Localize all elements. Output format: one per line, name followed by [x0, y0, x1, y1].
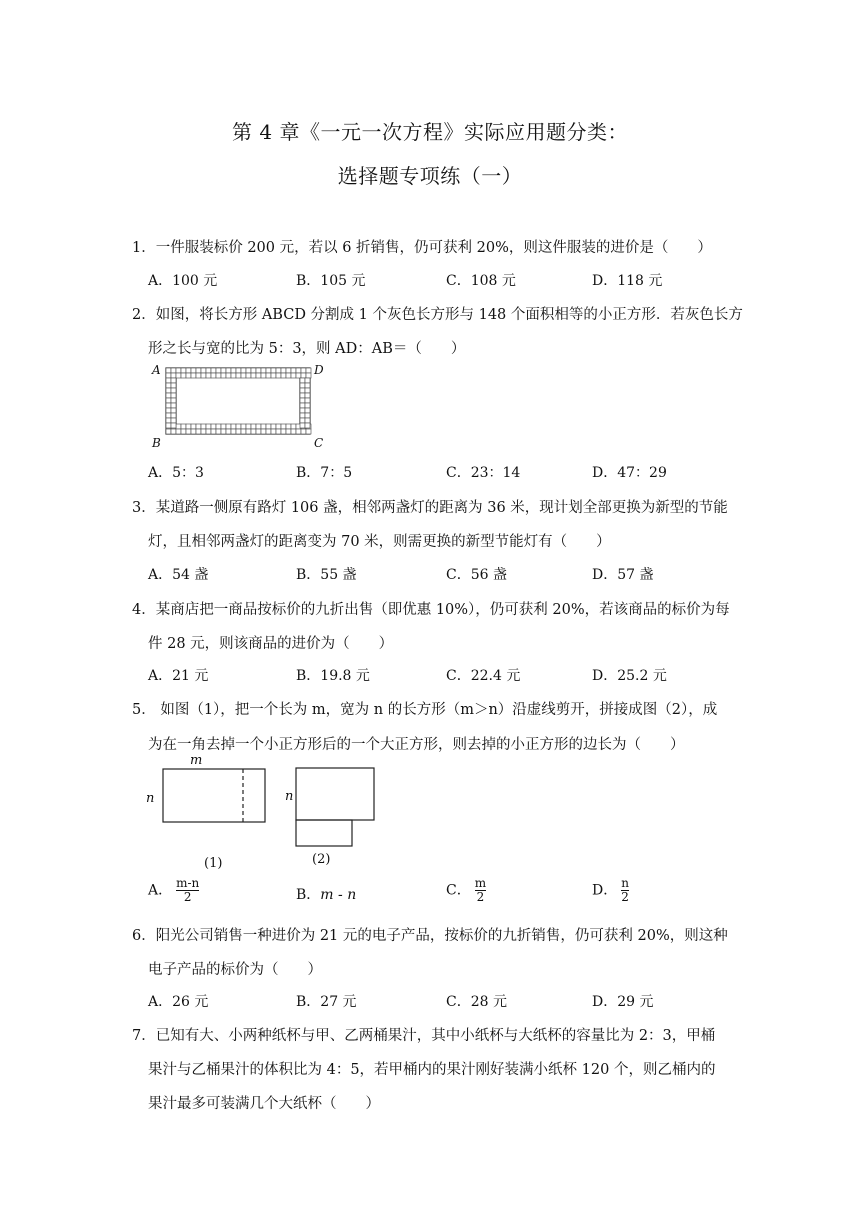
small-square-tile	[300, 398, 305, 403]
small-square-tile	[166, 423, 171, 428]
question-5-stem-line-2: 为在一角去掉一个小正方形后的一个大正方形，则去掉的小正方形的边长为（ ）	[148, 737, 685, 753]
question-2-stem-line-2: 形之长与宽的比为 5：3，则 AD：AB＝（ ）	[148, 341, 466, 357]
small-square-tile	[206, 368, 211, 373]
document-title: 第 4 章《一元一次方程》实际应用题分类：	[232, 120, 628, 144]
question-3-option-d: D．57 盏	[592, 567, 654, 583]
small-square-tile	[181, 368, 186, 373]
small-square-tile	[236, 373, 241, 378]
small-square-tile	[186, 373, 191, 378]
small-square-tile	[196, 368, 201, 373]
denominator: 2	[476, 890, 485, 904]
small-square-tile	[191, 429, 196, 434]
small-square-tile	[305, 388, 310, 393]
small-square-tile	[286, 429, 291, 434]
small-square-tile	[261, 424, 266, 429]
small-square-tile	[201, 424, 206, 429]
small-square-tile	[246, 424, 251, 429]
small-square-tile	[226, 429, 231, 434]
small-square-tile	[166, 398, 171, 403]
question-5-stem-line-1: 5． 如图（1），把一个长为 m，宽为 n 的长方形（m＞n）沿虚线剪开，拼接成图（2），成	[132, 702, 718, 718]
small-square-tile	[196, 373, 201, 378]
question-6-option-c: C．28 元	[446, 994, 507, 1010]
small-square-tile	[171, 388, 176, 393]
small-square-tile	[300, 413, 305, 418]
small-square-tile	[286, 368, 291, 373]
small-square-tile	[305, 393, 310, 398]
small-square-tile	[266, 429, 271, 434]
small-square-tile	[166, 429, 171, 434]
small-square-tile	[231, 424, 236, 429]
question-5-option-b	[296, 884, 356, 904]
small-square-tile	[171, 373, 176, 378]
small-square-tile	[256, 373, 261, 378]
small-square-tile	[241, 424, 246, 429]
small-square-tile	[216, 429, 221, 434]
figure-2-caption: (2)	[312, 852, 331, 867]
small-square-tile	[271, 368, 276, 373]
small-square-tile	[166, 408, 171, 413]
document-subtitle: 选择题专项练（一）	[337, 164, 523, 188]
question-4-option-b: B．19.8 元	[296, 668, 370, 684]
question-4-option-d: D．25.2 元	[592, 668, 667, 684]
small-square-tile	[281, 368, 286, 373]
small-square-tile	[191, 373, 196, 378]
fraction	[621, 877, 629, 904]
small-square-tile	[191, 368, 196, 373]
small-square-tile	[171, 429, 176, 434]
small-square-tile	[221, 424, 226, 429]
question-1-option-c: C．108 元	[446, 273, 516, 289]
small-square-tile	[166, 413, 171, 418]
small-square-tile	[181, 424, 186, 429]
question-6-option-d: D．29 元	[592, 994, 654, 1010]
question-7-stem-line-1: 7．已知有大、小两种纸杯与甲、乙两桶果汁，其中小纸杯与大纸杯的容量比为 2：3，甲桶	[132, 1028, 716, 1044]
question-4-stem-line-1: 4．某商店把一商品按标价的九折出售（即优惠 10%），仍可获利 20%，若该商品的标价为每	[132, 602, 730, 618]
small-square-tile	[236, 368, 241, 373]
small-square-tile	[276, 368, 281, 373]
small-square-tile	[276, 373, 281, 378]
small-square-tile	[211, 429, 216, 434]
small-square-tile	[305, 418, 310, 423]
small-square-tile	[241, 368, 246, 373]
small-square-tile	[261, 373, 266, 378]
question-6-stem-line-1: 6．阳光公司销售一种进价为 21 元的电子产品，按标价的九折销售，仍可获利 20%，则这种	[132, 928, 728, 944]
figure-1-caption: (1)	[204, 856, 223, 871]
small-square-tile	[306, 368, 311, 373]
small-square-tile	[201, 373, 206, 378]
small-square-tile	[171, 408, 176, 413]
small-square-tile	[286, 424, 291, 429]
question-1-option-d: D．118 元	[592, 273, 663, 289]
small-square-tile	[216, 424, 221, 429]
small-square-tile	[166, 388, 171, 393]
small-square-tile	[261, 368, 266, 373]
small-square-tile	[241, 429, 246, 434]
question-6-stem-line-2: 电子产品的标价为（ ）	[148, 962, 322, 978]
small-square-tile	[300, 388, 305, 393]
option-prefix: A．	[148, 882, 173, 899]
small-square-tile	[296, 373, 301, 378]
small-square-tile	[191, 424, 196, 429]
option-prefix: C．	[446, 882, 471, 899]
small-square-tile	[291, 368, 296, 373]
label-a: A	[152, 363, 161, 377]
small-square-tile	[261, 429, 266, 434]
fraction	[475, 877, 486, 904]
small-square-tile	[296, 429, 301, 434]
small-square-tile	[241, 373, 246, 378]
small-square-tile	[166, 368, 171, 373]
small-square-tile	[181, 373, 186, 378]
numerator: n	[621, 876, 629, 890]
small-square-tile	[246, 429, 251, 434]
small-square-tile	[301, 373, 306, 378]
label-b: B	[152, 436, 161, 450]
small-square-tile	[301, 368, 306, 373]
numerator: m-n	[176, 876, 200, 890]
small-square-tile	[171, 383, 176, 388]
question-2-option-b: B．7：5	[296, 465, 353, 481]
small-square-tile	[231, 429, 236, 434]
small-square-tile	[271, 373, 276, 378]
small-square-tile	[186, 368, 191, 373]
denominator: 2	[183, 890, 192, 904]
question-4-option-c: C．22.4 元	[446, 668, 521, 684]
question-7-stem-line-2: 果汁与乙桶果汁的体积比为 4：5，若甲桶内的果汁刚好装满小纸杯 120 个，则乙桶内的	[148, 1062, 716, 1078]
small-square-tile	[186, 424, 191, 429]
small-square-tile	[291, 429, 296, 434]
small-square-tile	[216, 368, 221, 373]
label-c: C	[314, 436, 324, 450]
question-3-stem-line-2: 灯，且相邻两盏灯的距离变为 70 米，则需更换的新型节能灯有（ ）	[148, 534, 611, 550]
small-square-tile	[306, 373, 311, 378]
small-square-tile	[201, 368, 206, 373]
small-square-tile	[276, 429, 281, 434]
small-square-tile	[251, 368, 256, 373]
small-square-tile	[226, 424, 231, 429]
small-square-tile	[221, 429, 226, 434]
question-3-option-a: A．54 盏	[148, 567, 209, 583]
small-square-tile	[211, 368, 216, 373]
small-square-tile	[305, 398, 310, 403]
small-square-tile	[226, 373, 231, 378]
small-square-tile	[196, 429, 201, 434]
small-square-tile	[216, 373, 221, 378]
small-square-tile	[271, 429, 276, 434]
small-square-tile	[211, 373, 216, 378]
question-2-stem-line-1: 2．如图，将长方形 ABCD 分割成 1 个灰色长方形与 148 个面积相等的小正方形．若灰色长方	[132, 307, 743, 323]
small-square-tile	[281, 373, 286, 378]
small-square-tile	[171, 418, 176, 423]
small-square-tile	[291, 424, 296, 429]
small-square-tile	[305, 378, 310, 383]
small-square-tile	[171, 378, 176, 383]
question-5-option-c	[446, 877, 486, 904]
rectangle-abcd-figure	[148, 360, 333, 452]
small-square-tile	[300, 418, 305, 423]
small-square-tile	[286, 373, 291, 378]
small-square-tile	[206, 373, 211, 378]
small-square-tile	[236, 424, 241, 429]
small-square-tile	[266, 368, 271, 373]
question-7-stem-line-3: 果汁最多可装满几个大纸杯（ ）	[148, 1096, 380, 1112]
label-n-fig2: n	[285, 789, 294, 804]
small-square-tile	[171, 398, 176, 403]
small-square-tile	[166, 378, 171, 383]
small-square-tile	[300, 393, 305, 398]
small-square-tile	[171, 368, 176, 373]
small-square-tile	[251, 424, 256, 429]
small-square-tile	[166, 373, 171, 378]
small-square-tile	[305, 413, 310, 418]
small-square-tile	[236, 429, 241, 434]
label-n-fig1: n	[146, 791, 155, 806]
small-square-tile	[300, 403, 305, 408]
option-prefix: D．	[592, 882, 618, 899]
small-square-tile	[171, 403, 176, 408]
small-square-tile	[221, 373, 226, 378]
small-square-tile	[281, 424, 286, 429]
small-square-tile	[256, 429, 261, 434]
small-square-tile	[166, 403, 171, 408]
label-d: D	[314, 363, 324, 377]
question-2-option-d: D．47：29	[592, 465, 667, 481]
small-square-tile	[300, 423, 305, 428]
question-6-option-a: A．26 元	[148, 994, 209, 1010]
small-square-tile	[226, 368, 231, 373]
question-5-option-d	[592, 877, 629, 904]
small-square-tile	[181, 429, 186, 434]
small-square-tile	[171, 413, 176, 418]
label-m: m	[190, 753, 203, 768]
small-square-tile	[176, 373, 181, 378]
question-2-option-a: A．5：3	[148, 465, 204, 481]
small-square-tile	[171, 393, 176, 398]
small-square-tile	[305, 423, 310, 428]
small-square-tile	[306, 429, 311, 434]
small-square-tile	[300, 408, 305, 413]
small-square-tile	[176, 368, 181, 373]
fraction	[176, 877, 199, 904]
small-square-tile	[201, 429, 206, 434]
small-square-tile	[296, 368, 301, 373]
option-text: m - n	[320, 887, 357, 903]
rectangle-cut-figure	[140, 750, 390, 872]
small-square-tile	[246, 373, 251, 378]
question-1-option-b: B．105 元	[296, 273, 366, 289]
question-3-option-c: C．56 盏	[446, 567, 507, 583]
small-square-tile	[206, 429, 211, 434]
small-square-tile	[276, 424, 281, 429]
small-square-tile	[176, 429, 181, 434]
small-square-tile	[206, 424, 211, 429]
small-square-tile	[166, 393, 171, 398]
small-square-tile	[271, 424, 276, 429]
question-6-option-b: B．27 元	[296, 994, 357, 1010]
small-square-tile	[251, 373, 256, 378]
small-square-tile	[281, 429, 286, 434]
small-square-tile	[305, 408, 310, 413]
small-square-tile	[301, 429, 306, 434]
small-square-tile	[176, 424, 181, 429]
denominator: 2	[621, 890, 629, 904]
question-1-stem: 1．一件服装标价 200 元，若以 6 折销售，仍可获利 20%，则这件服装的进价是（ ）	[132, 240, 712, 256]
small-square-tile	[166, 383, 171, 388]
small-square-tile	[196, 424, 201, 429]
small-square-tile	[211, 424, 216, 429]
question-3-stem-line-1: 3．某道路一侧原有路灯 106 盏，相邻两盏灯的距离为 36 米，现计划全部更换为新型的节能	[132, 500, 728, 516]
small-square-tile	[266, 373, 271, 378]
small-square-tile	[266, 424, 271, 429]
small-square-tile	[300, 383, 305, 388]
small-square-tile	[171, 423, 176, 428]
small-square-tile	[256, 368, 261, 373]
small-square-tile	[256, 424, 261, 429]
small-square-tile	[291, 373, 296, 378]
question-4-stem-line-2: 件 28 元，则该商品的进价为（ ）	[148, 636, 394, 652]
question-3-option-b: B．55 盏	[296, 567, 357, 583]
small-square-tile	[166, 418, 171, 423]
small-square-tile	[251, 429, 256, 434]
numerator: m	[474, 876, 487, 890]
question-2-option-c: C．23：14	[446, 465, 521, 481]
small-square-tile	[305, 403, 310, 408]
small-square-tile	[246, 368, 251, 373]
small-square-tile	[231, 368, 236, 373]
option-prefix: B．	[296, 887, 321, 903]
small-square-tile	[221, 368, 226, 373]
question-4-option-a: A．21 元	[148, 668, 209, 684]
question-1-option-a: A．100 元	[148, 273, 218, 289]
small-square-tile	[300, 378, 305, 383]
question-5-option-a	[148, 877, 199, 904]
small-square-tile	[305, 383, 310, 388]
small-square-tile	[186, 429, 191, 434]
small-square-tile	[231, 373, 236, 378]
